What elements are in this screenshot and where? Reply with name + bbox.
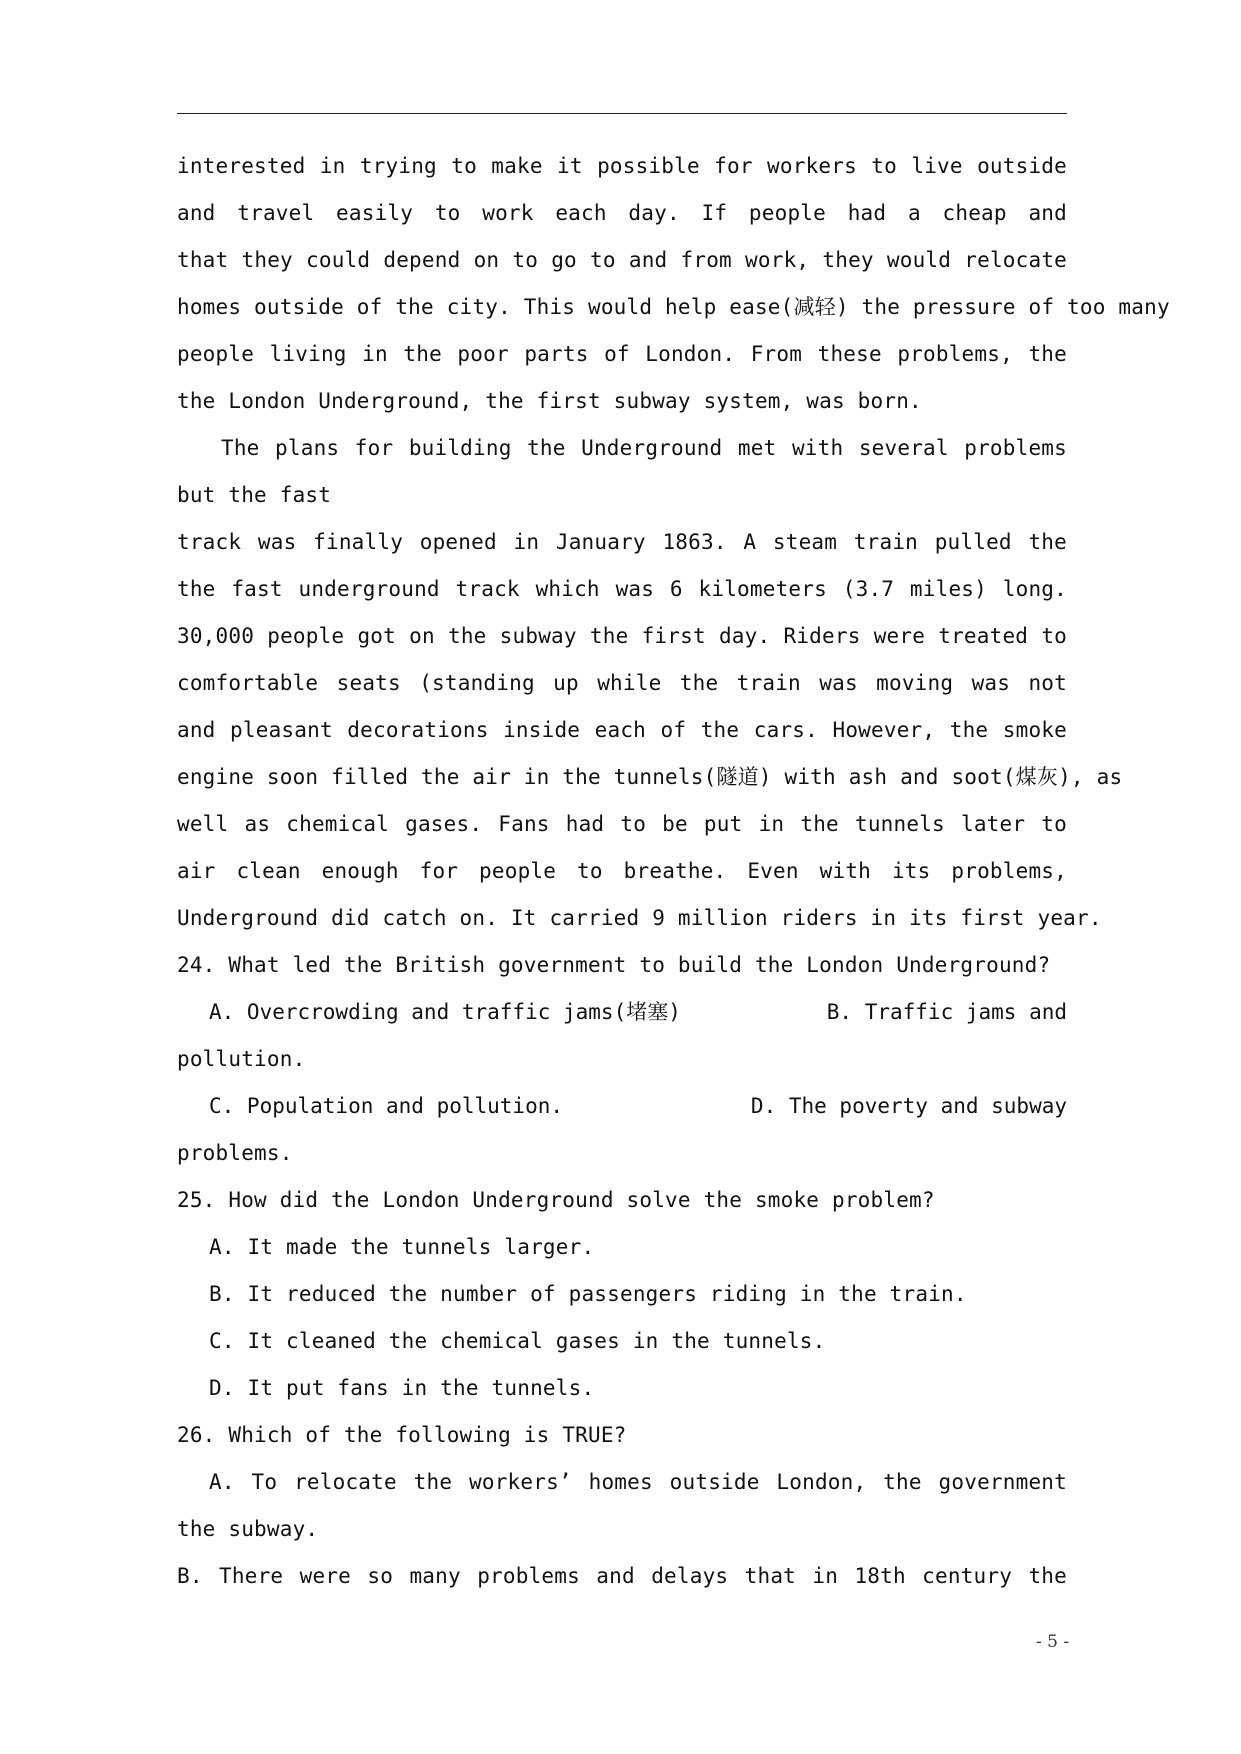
passage-paragraph-1 bbox=[177, 143, 1170, 425]
question-25 bbox=[177, 1177, 1107, 1412]
passage-line: that they could depend on to go to and from work, they would relocate bbox=[177, 248, 1067, 272]
option-a-continued: the subway. bbox=[177, 1517, 319, 1541]
passage-line: The plans for building the Underground met with several problems bbox=[221, 436, 1067, 460]
option-a[interactable]: A. Overcrowding and traffic jams(堵塞) bbox=[209, 1000, 681, 1024]
question-stem: 24. What led the British government to build the London Underground? bbox=[177, 953, 1051, 977]
question-stem: 25. How did the London Underground solve the smoke problem? bbox=[177, 1188, 935, 1212]
option-row bbox=[177, 989, 1067, 1036]
passage-line: 30,000 people got on the subway the first day. Riders were treated to bbox=[177, 624, 1067, 648]
option-row bbox=[177, 1083, 1067, 1130]
page-content bbox=[177, 143, 1170, 1600]
passage-line: and travel easily to work each day. If people had a cheap and bbox=[177, 201, 1067, 225]
option-d[interactable]: D. It put fans in the tunnels. bbox=[209, 1376, 595, 1400]
passage-line: Underground did catch on. It carried 9 million riders in its first year. bbox=[177, 906, 1102, 930]
passage-line: the fast underground track which was 6 kilometers (3.7 miles) long. bbox=[177, 577, 1067, 601]
passage-line: air clean enough for people to breathe. Even with its problems, bbox=[177, 859, 1067, 883]
passage-line: but the fast bbox=[177, 483, 332, 507]
option-a[interactable]: A. To relocate the workers’ homes outside London, the government bbox=[209, 1470, 1067, 1494]
passage-line: well as chemical gases. Fans had to be put in the tunnels later to bbox=[177, 812, 1067, 836]
passage-line: comfortable seats (standing up while the train was moving was not bbox=[177, 671, 1067, 695]
passage-line: engine soon filled the air in the tunnels(隧道) with ash and soot(煤灰), as bbox=[177, 765, 1123, 789]
header-rule bbox=[177, 113, 1067, 114]
passage-line: homes outside of the city. This would help ease(减轻) the pressure of too many bbox=[177, 295, 1170, 319]
question-26 bbox=[177, 1412, 1107, 1600]
passage-paragraph-2 bbox=[177, 425, 1123, 942]
option-a[interactable]: A. It made the tunnels larger. bbox=[209, 1235, 595, 1259]
passage-line: the London Underground, the first subway system, was born. bbox=[177, 389, 922, 413]
question-stem: 26. Which of the following is TRUE? bbox=[177, 1423, 627, 1447]
option-b-continued: pollution. bbox=[177, 1047, 306, 1071]
option-b[interactable]: B. There were so many problems and delays that in 18th century the bbox=[177, 1564, 1067, 1588]
page-number: - 5 - bbox=[1036, 1632, 1070, 1652]
option-c[interactable]: C. Population and pollution. bbox=[209, 1094, 564, 1118]
option-b[interactable]: B. It reduced the number of passengers riding in the train. bbox=[209, 1282, 967, 1306]
passage-line: interested in trying to make it possible for workers to live outside bbox=[177, 154, 1067, 178]
option-d[interactable]: D. The poverty and subway bbox=[750, 1094, 1067, 1118]
passage-line: and pleasant decorations inside each of the cars. However, the smoke bbox=[177, 718, 1067, 742]
option-b[interactable]: B. Traffic jams and bbox=[826, 1000, 1067, 1024]
question-24 bbox=[177, 942, 1107, 1177]
passage-line: people living in the poor parts of London. From these problems, the bbox=[177, 342, 1067, 366]
passage-line: track was finally opened in January 1863. A steam train pulled the bbox=[177, 530, 1067, 554]
option-d-continued: problems. bbox=[177, 1141, 293, 1165]
option-c[interactable]: C. It cleaned the chemical gases in the tunnels. bbox=[209, 1329, 826, 1353]
